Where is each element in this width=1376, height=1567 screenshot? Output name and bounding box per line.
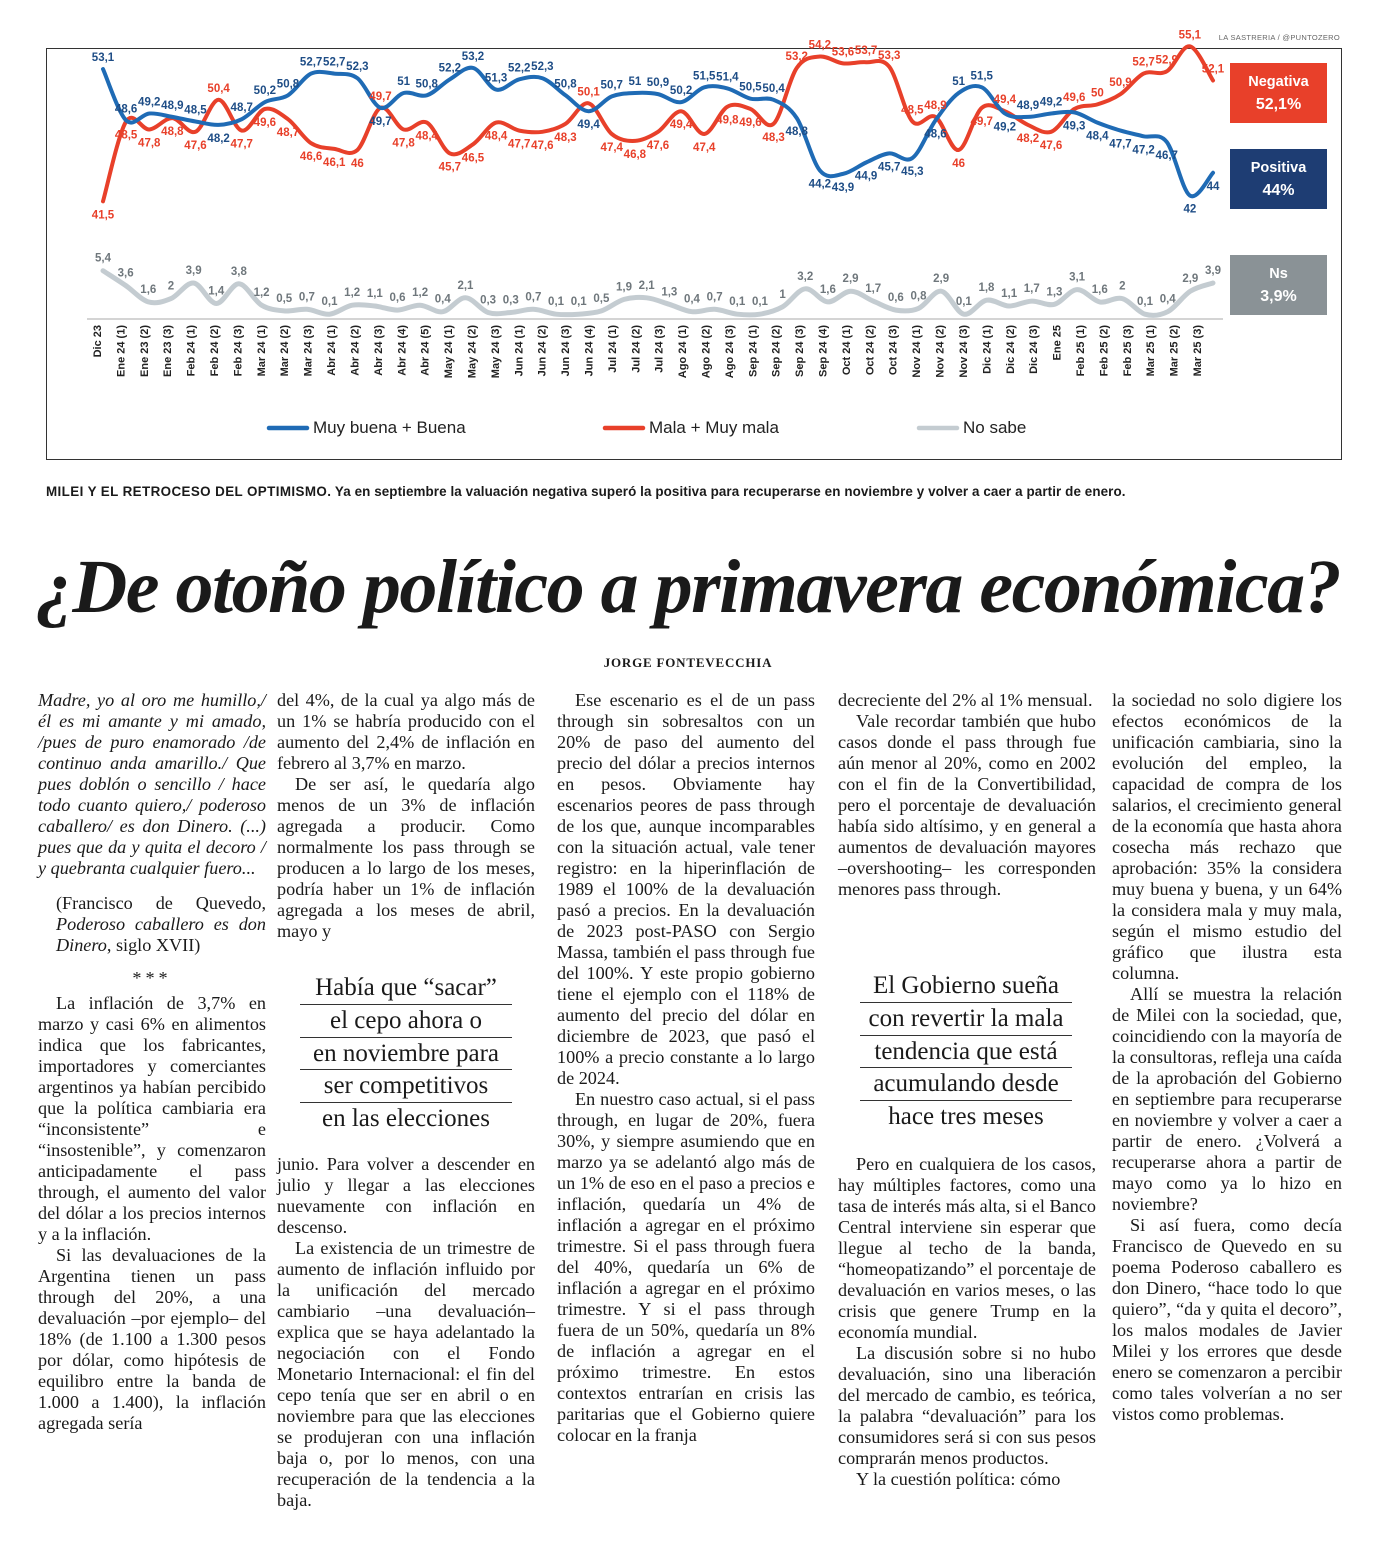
data-label-mala: 52,7 [1132,56,1155,69]
data-label-buena: 48,6 [924,128,947,141]
data-label-no-sabe: 0,1 [1137,296,1154,309]
article-paragraph: Pero en cualquiera de los casos, hay múltiples factores, como una tasa de interés más alta, si el Banco Central interviene sin esperar que llegue al techo de la banda, “homeopatizando” el porcentaje de devaluación en varios meses, o las crisis que genere Trump en la economía mundial. [838,1154,1096,1342]
legend-label: Muy buena + Buena [313,418,466,437]
x-tick-label: Jun 24 (1) [513,325,526,377]
pull-quote-line: Había que “sacar” [300,972,512,1005]
article-paragraph: En nuestro caso actual, si el pass through, en lugar de 20%, fuera 30%, y siempre asumiendo que en marzo ya se adelantó algo más de un 1% de eso en el paso a precios e inflación, quedaría un 4% de inflación a agregar en el próximo trimestre. Si el pass through fuera del 40%, quedaría un 6% de inflación a agregar en el próximo trimestre. Y si el pass through fuera de un 50%, quedaría un 8% de inflación a agregar en el próximo trimestre. En estos contextos entrarían en crisis las paritarias que el Gobierno quiere colocar en la franja [557,1089,815,1445]
data-label-no-sabe: 1,2 [344,287,361,300]
data-label-buena: 52,3 [531,61,554,74]
badge-ns [1230,255,1327,315]
data-label-buena: 48,2 [207,132,230,145]
data-label-no-sabe: 3,1 [1069,271,1086,284]
data-label-buena: 45,3 [901,165,924,178]
epigraph-verse: Madre, yo al oro me humillo,/ él es mi amante y mi amado, /pues de puro enamorado /de continuo anda amarillo./ Que pues doblón o sencillo / hace todo cuanto quiero,/ poderoso caballero/ es don Dinero. (...) pues que da y quita el decoro / y quebranta cualquier fuero... [38,690,266,878]
data-label-no-sabe: 0,7 [525,291,542,304]
pull-quote-line: el cepo ahora o [300,1005,512,1038]
data-label-no-sabe: 0,7 [298,291,315,304]
data-label-no-sabe: 0,4 [434,293,451,306]
data-label-buena: 46,7 [1155,150,1178,163]
data-label-buena: 50,9 [646,77,670,90]
data-label-mala: 48,3 [554,131,577,144]
data-label-buena: 44 [1206,180,1220,193]
data-label-mala: 47,7 [230,138,253,151]
x-tick-label: Jul 24 (2) [630,325,643,373]
x-tick-label: Abr 24 (2) [349,325,362,376]
data-label-no-sabe: 3,2 [797,270,814,283]
article-column-2b [277,1154,535,1511]
data-label-mala: 48,4 [415,130,438,143]
data-label-mala: 52,1 [1201,63,1225,76]
data-label-buena: 51,3 [484,72,508,85]
x-tick-label: Feb 24 (1) [185,325,198,377]
data-label-no-sabe: 1,3 [1046,286,1063,299]
data-label-buena: 49,2 [993,121,1017,134]
pull-quote-line: ser competitivos [300,1070,512,1103]
data-label-no-sabe: 0,1 [751,296,768,309]
data-label-no-sabe: 1,2 [253,287,270,300]
x-tick-label: Sep 24 (3) [794,325,807,377]
data-label-no-sabe: 3,9 [1205,265,1221,278]
data-label-mala: 50,1 [577,86,600,99]
data-label-buena: 48,9 [1016,99,1040,112]
x-tick-label: Ago 24 (2) [700,325,713,379]
data-label-mala: 47,4 [600,142,623,155]
data-label-mala: 49,6 [739,116,762,129]
data-label-mala: 50,9 [1109,77,1132,90]
pull-quote-line: en las elecciones [322,1105,490,1133]
x-tick-label: Dic 23 [92,325,104,358]
x-tick-label: Oct 24 (3) [887,325,900,376]
badge-value: 44% [1262,182,1295,199]
data-label-mala: 47,8 [392,137,415,150]
data-label-buena: 53,2 [461,50,485,63]
data-label-mala: 47,4 [693,142,716,155]
data-label-mala: 46,1 [323,156,346,169]
x-tick-label: Jun 24 (4) [583,325,596,377]
data-label-buena: 51 [628,76,642,88]
badge-value: 52,1% [1255,96,1302,113]
x-tick-label: Jul 24 (3) [653,325,666,373]
data-label-no-sabe: 2 [167,280,175,293]
data-label-buena: 48,5 [184,104,207,117]
data-label-buena: 47,7 [1109,138,1132,151]
data-label-no-sabe: 0,3 [480,294,497,307]
x-tick-label: May 24 (3) [489,325,502,379]
data-label-mala: 55,1 [1178,29,1202,42]
data-label-mala: 47,6 [1039,139,1063,152]
badge-negativa [1230,63,1327,123]
data-label-no-sabe: 1,1 [1001,287,1018,300]
data-label-buena: 48,8 [785,126,808,139]
x-tick-label: Mar 24 (2) [279,325,292,377]
article-paragraph: junio. Para volver a descender en julio y llegar a las elecciones nuevamente con inflación en descenso. [277,1154,535,1237]
data-label-mala: 47,6 [184,139,207,152]
data-label-mala: 48,4 [484,130,508,143]
data-label-buena: 45,7 [878,161,901,174]
x-tick-label: Oct 24 (2) [864,325,877,376]
x-tick-label: Abr 24 (3) [372,325,385,376]
data-label-mala: 53,6 [831,46,855,59]
x-tick-label: Dic 24 (3) [1028,325,1041,374]
x-tick-label: Oct 24 (1) [840,325,853,376]
data-label-mala: 47,8 [138,137,161,150]
data-label-mala: 48,5 [114,129,138,142]
data-label-buena: 49,7 [369,115,392,128]
data-label-buena: 49,2 [1039,96,1063,109]
data-label-mala: 54,2 [808,39,832,52]
data-label-no-sabe: 1,8 [978,282,995,295]
data-label-no-sabe: 1,4 [208,285,225,298]
data-label-no-sabe: 3,9 [185,265,202,278]
x-tick-label: Jun 24 (3) [560,325,573,377]
data-label-no-sabe: 1,7 [1023,283,1040,296]
article-column-4 [838,690,1096,900]
data-label-no-sabe: 1,6 [819,283,836,296]
data-label-mala: 45,7 [438,161,462,174]
x-tick-label: Mar 25 (2) [1168,325,1181,377]
x-tick-label: Sep 24 (1) [747,325,760,377]
data-label-buena: 48,7 [230,102,253,115]
data-label-no-sabe: 2,1 [638,279,655,292]
data-label-mala: 48,7 [276,127,300,140]
data-label-no-sabe: 0,5 [593,292,610,305]
x-tick-label: Feb 24 (2) [209,325,221,377]
article-paragraph: decreciente del 2% al 1% mensual. [838,690,1093,710]
pull-quote-line: en noviembre para [300,1038,512,1071]
article-column-5 [1112,690,1342,1425]
chart-caption [46,484,1346,499]
x-tick-label: Abr 24 (1) [326,325,338,376]
data-label-buena: 51 [952,76,966,88]
article-paragraph: Si así fuera, como decía Francisco de Quevedo en su poema Poderoso caballero es don Dinero, “hace todo lo que quiero”, “da y quita el decoro”, los malos modales de Javier Milei y los errores que desde enero se comenzaron a percibir como tales volverían a no ser vistos como problemas. [1112,1215,1342,1424]
data-label-buena: 50,7 [600,79,623,92]
article-paragraph: La discusión sobre si no hubo devaluación, sino una liberación del mercado de cambio, es teórica, la palabra “devaluación” para los consumidores será si con sus pesos comprarán menos productos. [838,1343,1096,1468]
pull-quote-2 [860,970,1072,1133]
data-label-buena: 51,4 [716,71,739,84]
x-tick-label: Mar 24 (3) [302,325,315,377]
article-paragraph: Ese escenario es el de un pass through sin sobresaltos con un 20% de paso del aumento del precio del dólar a precios internos en pesos. Obviamente hay escenarios peores de pass through de los que, aunque incomparables con la situación actual, vale tener registro: en la hiperinflación de 1989 el 100% de la devaluación pasó a precios. En la devaluación de 2023 post-PASO con Sergio Massa, también el pass through fue del 100%. Y este propio gobierno tiene el ejemplo con el 118% de aumento del precio del dólar en diciembre de 2023, que pasó el 100% a precio constante a lo largo de 2024. [557,690,815,1088]
data-label-buena: 44,9 [854,170,878,183]
data-label-no-sabe: 2,9 [933,273,950,286]
x-tick-label: Feb 25 (2) [1098,325,1111,377]
data-label-mala: 49,8 [716,114,739,127]
data-label-no-sabe: 0,4 [683,293,700,306]
badge-value: 3,9% [1260,288,1297,305]
data-label-mala: 48,2 [1016,132,1040,145]
data-label-no-sabe: 3,8 [230,265,247,278]
data-label-no-sabe: 0,8 [910,290,927,303]
data-label-no-sabe: 0,1 [729,296,746,309]
data-label-no-sabe: 0,1 [955,296,972,309]
data-label-no-sabe: 1,7 [865,283,882,296]
x-tick-label: Abr 24 (4) [396,325,409,376]
data-label-mala: 53,2 [785,50,808,63]
data-label-no-sabe: 1,6 [140,283,157,296]
data-label-buena: 49,4 [577,119,600,132]
data-label-mala: 49,7 [369,90,392,103]
x-tick-label: Ene 23 (2) [138,325,151,377]
data-label-buena: 50,2 [253,85,277,98]
data-label-buena: 48,6 [114,103,138,116]
pull-quote-line: El Gobierno sueña [860,970,1072,1003]
article-paragraph: la sociedad no solo digiere los efectos económicos de la unificación cambiaria, sino la evolución del empleo, la capacidad de compra de los salarios, el crecimiento general de la economía que hasta ahora cosecha más rechazo que aprobación: 35% la considera muy buena y buena, y un 64% la considera mala y muy mala, según el mismo estudio del gráfico que ilustra esta columna. [1112,690,1342,983]
data-label-mala: 52,9 [1155,54,1178,67]
legend-label: No sabe [963,418,1027,437]
x-tick-label: Jul 24 (1) [606,325,619,373]
x-tick-label: Dic 24 (1) [981,325,994,374]
data-label-mala: 50 [1090,87,1104,100]
x-tick-label: Mar 24 (1) [255,325,268,377]
data-label-no-sabe: 0,7 [706,291,723,304]
article-paragraph: Y la cuestión política: cómo [856,1469,1061,1489]
article-column-1 [38,690,266,1434]
caption-text: Ya en septiembre la valuación negativa superó la positiva para recuperarse en noviembre y volver a caer a partir de enero. [331,484,1126,499]
data-label-buena: 43,9 [831,181,855,194]
data-label-no-sabe: 2 [1119,280,1126,293]
attrib-author: (Francisco de Quevedo, [56,893,266,913]
data-label-no-sabe: 0,6 [389,292,406,305]
data-label-no-sabe: 1,9 [616,281,633,294]
data-label-mala: 47,7 [508,138,531,151]
data-label-buena: 52,7 [299,56,323,69]
data-label-buena: 50,8 [276,78,300,91]
data-label-buena: 50,5 [739,81,762,94]
data-label-mala: 53,3 [878,49,901,62]
photo-credit: LA SASTRERIA / @PUNTOZERO [1218,33,1340,42]
data-label-buena: 48,9 [161,99,184,112]
data-label-buena: 47,2 [1132,144,1155,157]
pull-quote-1 [300,972,512,1135]
x-tick-label: Feb 24 (3) [232,325,245,377]
x-tick-label: Ago 24 (3) [723,325,736,379]
data-label-buena: 50,8 [554,78,577,91]
article-column-4b [838,1154,1096,1490]
byline: JORGE FONTEVECCHIA [603,655,773,670]
data-label-mala: 46,8 [623,148,647,161]
data-label-mala: 41,5 [91,209,115,222]
x-tick-label: Nov 24 (3) [958,325,970,378]
data-label-buena: 52,7 [323,56,346,69]
data-label-no-sabe: 0,1 [570,296,587,309]
data-label-buena: 48,4 [1086,130,1109,143]
x-tick-label: Nov 24 (1) [911,325,924,378]
x-tick-label: Ene 25 [1051,325,1064,361]
data-label-mala: 48,5 [901,104,924,117]
x-tick-label: Ene 23 (3) [162,325,175,377]
data-label-mala: 46 [350,158,364,170]
data-label-buena: 52,2 [438,62,462,75]
data-label-buena: 51 [397,76,411,88]
data-label-buena: 52,3 [346,61,369,74]
data-label-no-sabe: 1,6 [1091,283,1108,296]
article-paragraph: Si las devaluaciones de la Argentina tienen un pass through del 20%, a una devaluación –por ejemplo– del 18% (de 1.100 a 1.300 pesos por dólar, como hipótesis de equilibro entre la banda de 1.000 a 1.400), la inflación agregada sería [38,1245,266,1433]
data-label-buena: 42 [1183,203,1197,216]
data-label-no-sabe: 1 [779,288,786,301]
x-tick-label: Mar 25 (3) [1192,325,1204,377]
badge-label: Positiva [1250,160,1307,176]
data-label-mala: 49,4 [993,94,1017,107]
epigraph-attribution [38,893,266,956]
article-column-3 [557,690,815,1446]
caption-lead: MILEI Y EL RETROCESO DEL OPTIMISMO. [46,484,332,499]
data-label-no-sabe: 2,9 [842,273,859,286]
data-label-mala: 50,4 [207,82,230,95]
data-label-buena: 51,5 [693,70,716,83]
badge-label: Negativa [1248,74,1309,90]
data-label-no-sabe: 0,5 [276,292,293,305]
article-paragraph: La existencia de un trimestre de aumento de inflación influido por la unificación del mercado cambiario –una devaluación– explica que se haya adelantado la negociación con el Fondo Monetario Internacional: el fin del cepo tenía que ser en abril o en noviembre para que las elecciones se produjeran con una inflación baja o, por lo menos, con una recuperación de la tendencia a la baja. [277,1238,535,1510]
pull-quote-line: tendencia que está [860,1036,1072,1069]
article-column-2 [277,690,535,942]
article-paragraph: De ser así, le quedaría algo menos de un 3% de inflación agregada a producir. Como normalmente los pass through se producen a lo largo de los meses, podría haber un 1% de inflación agregada a los meses de abril, mayo y [277,774,535,941]
data-label-buena: 51,5 [970,70,993,83]
x-tick-label: Dic 24 (2) [1004,325,1017,374]
x-tick-label: Feb 25 (1) [1075,325,1087,377]
x-tick-label: Sep 24 (2) [770,325,783,377]
data-label-no-sabe: 0,1 [321,296,338,309]
data-label-no-sabe: 5,4 [95,252,111,265]
data-label-mala: 46,5 [461,152,485,165]
data-label-mala: 53,7 [854,45,878,58]
data-label-no-sabe: 3,6 [117,267,134,280]
data-label-buena: 50,2 [669,85,693,98]
attrib-title: Poderoso caballero es don Dinero [56,914,266,955]
x-tick-label: Nov 24 (2) [934,325,947,378]
data-label-mala: 48,8 [161,126,184,139]
data-label-no-sabe: 2,9 [1182,273,1199,286]
data-label-buena: 50,4 [762,82,785,95]
article-paragraph: La inflación de 3,7% en marzo y casi 6% en alimentos indica que los fabricantes, importadores y comerciantes argentinos ya habían percibido que la política cambiaria era “inconsistente” e “insostenible”, y comenzaron anticipadamente el pass through, el aumento del valor del dólar a los precios internos y a la inflación. [38,993,266,1244]
data-label-buena: 53,1 [91,52,115,65]
section-divider: *** [132,968,172,988]
data-label-no-sabe: 0,1 [548,296,565,309]
data-label-no-sabe: 1,1 [366,287,383,300]
data-label-mala: 49,7 [970,115,993,128]
headline: ¿De otoño político a primavera económica? [35,545,1341,629]
data-label-mala: 46 [952,158,966,170]
data-label-mala: 47,6 [531,139,554,152]
data-label-buena: 44,2 [808,178,832,191]
badge-positiva [1230,149,1327,209]
data-label-no-sabe: 1,2 [412,287,429,300]
data-label-mala: 49,6 [253,116,277,129]
article-paragraph: del 4%, de la cual ya algo más de un 1% se habría producido con el aumento del 2,4% de inflación en febrero al 3,7% en marzo. [277,690,535,773]
x-tick-label: Mar 25 (1) [1145,325,1158,377]
data-label-no-sabe: 0,3 [502,294,519,307]
badge-label: Ns [1269,266,1288,282]
pull-quote-line: hace tres meses [888,1103,1044,1131]
data-label-mala: 48,3 [762,131,785,144]
x-tick-label: May 24 (2) [466,325,479,379]
x-tick-label: Jun 24 (2) [536,325,549,377]
x-tick-label: Feb 25 (3) [1121,325,1134,377]
x-tick-label: Ene 24 (1) [115,325,128,377]
pull-quote-line: con revertir la mala [860,1003,1072,1036]
data-label-no-sabe: 2,1 [457,279,474,292]
pull-quote-line: acumulando desde [860,1068,1072,1101]
data-label-mala: 47,6 [646,139,670,152]
data-label-buena: 49,3 [1063,120,1086,133]
article-paragraph: Vale recordar también que hubo casos donde el pass through fue aún menor al 20%, como en 2002 con el fin de la Convertibilidad, pero el porcentaje de devaluación había sido altísimo, y en general a aumentos de devaluación mayores –overshooting– les corresponden menores pass through. [838,711,1096,899]
data-label-buena: 52,2 [508,62,531,75]
data-label-no-sabe: 0,4 [1159,293,1176,306]
data-label-buena: 49,2 [138,96,161,109]
data-label-no-sabe: 0,6 [887,292,904,305]
attrib-century: , siglo XVII) [106,935,201,955]
data-label-mala: 49,6 [1063,91,1086,104]
data-label-buena: 50,8 [415,78,438,91]
x-tick-label: Ago 24 (1) [677,325,690,379]
data-label-mala: 46,6 [299,151,323,164]
x-tick-label: May 24 (1) [443,325,456,379]
x-tick-label: Abr 24 (5) [419,325,432,376]
data-label-mala: 48,9 [924,99,947,112]
article-paragraph: Allí se muestra la relación de Milei con la sociedad, que, coincidiendo con la mayoría de la consultoras, refleja una caída de la aprobación del Gobierno en septiembre para recuperarse en noviembre y volver a caer a partir de enero. ¿Volverá a recuperarse ahora a partir de mayo como ya lo hizo en noviembre? [1112,984,1342,1214]
legend-label: Mala + Muy mala [649,418,779,437]
data-label-no-sabe: 1,3 [661,286,678,299]
x-tick-label: Sep 24 (4) [817,325,830,377]
data-label-mala: 49,4 [669,119,693,132]
